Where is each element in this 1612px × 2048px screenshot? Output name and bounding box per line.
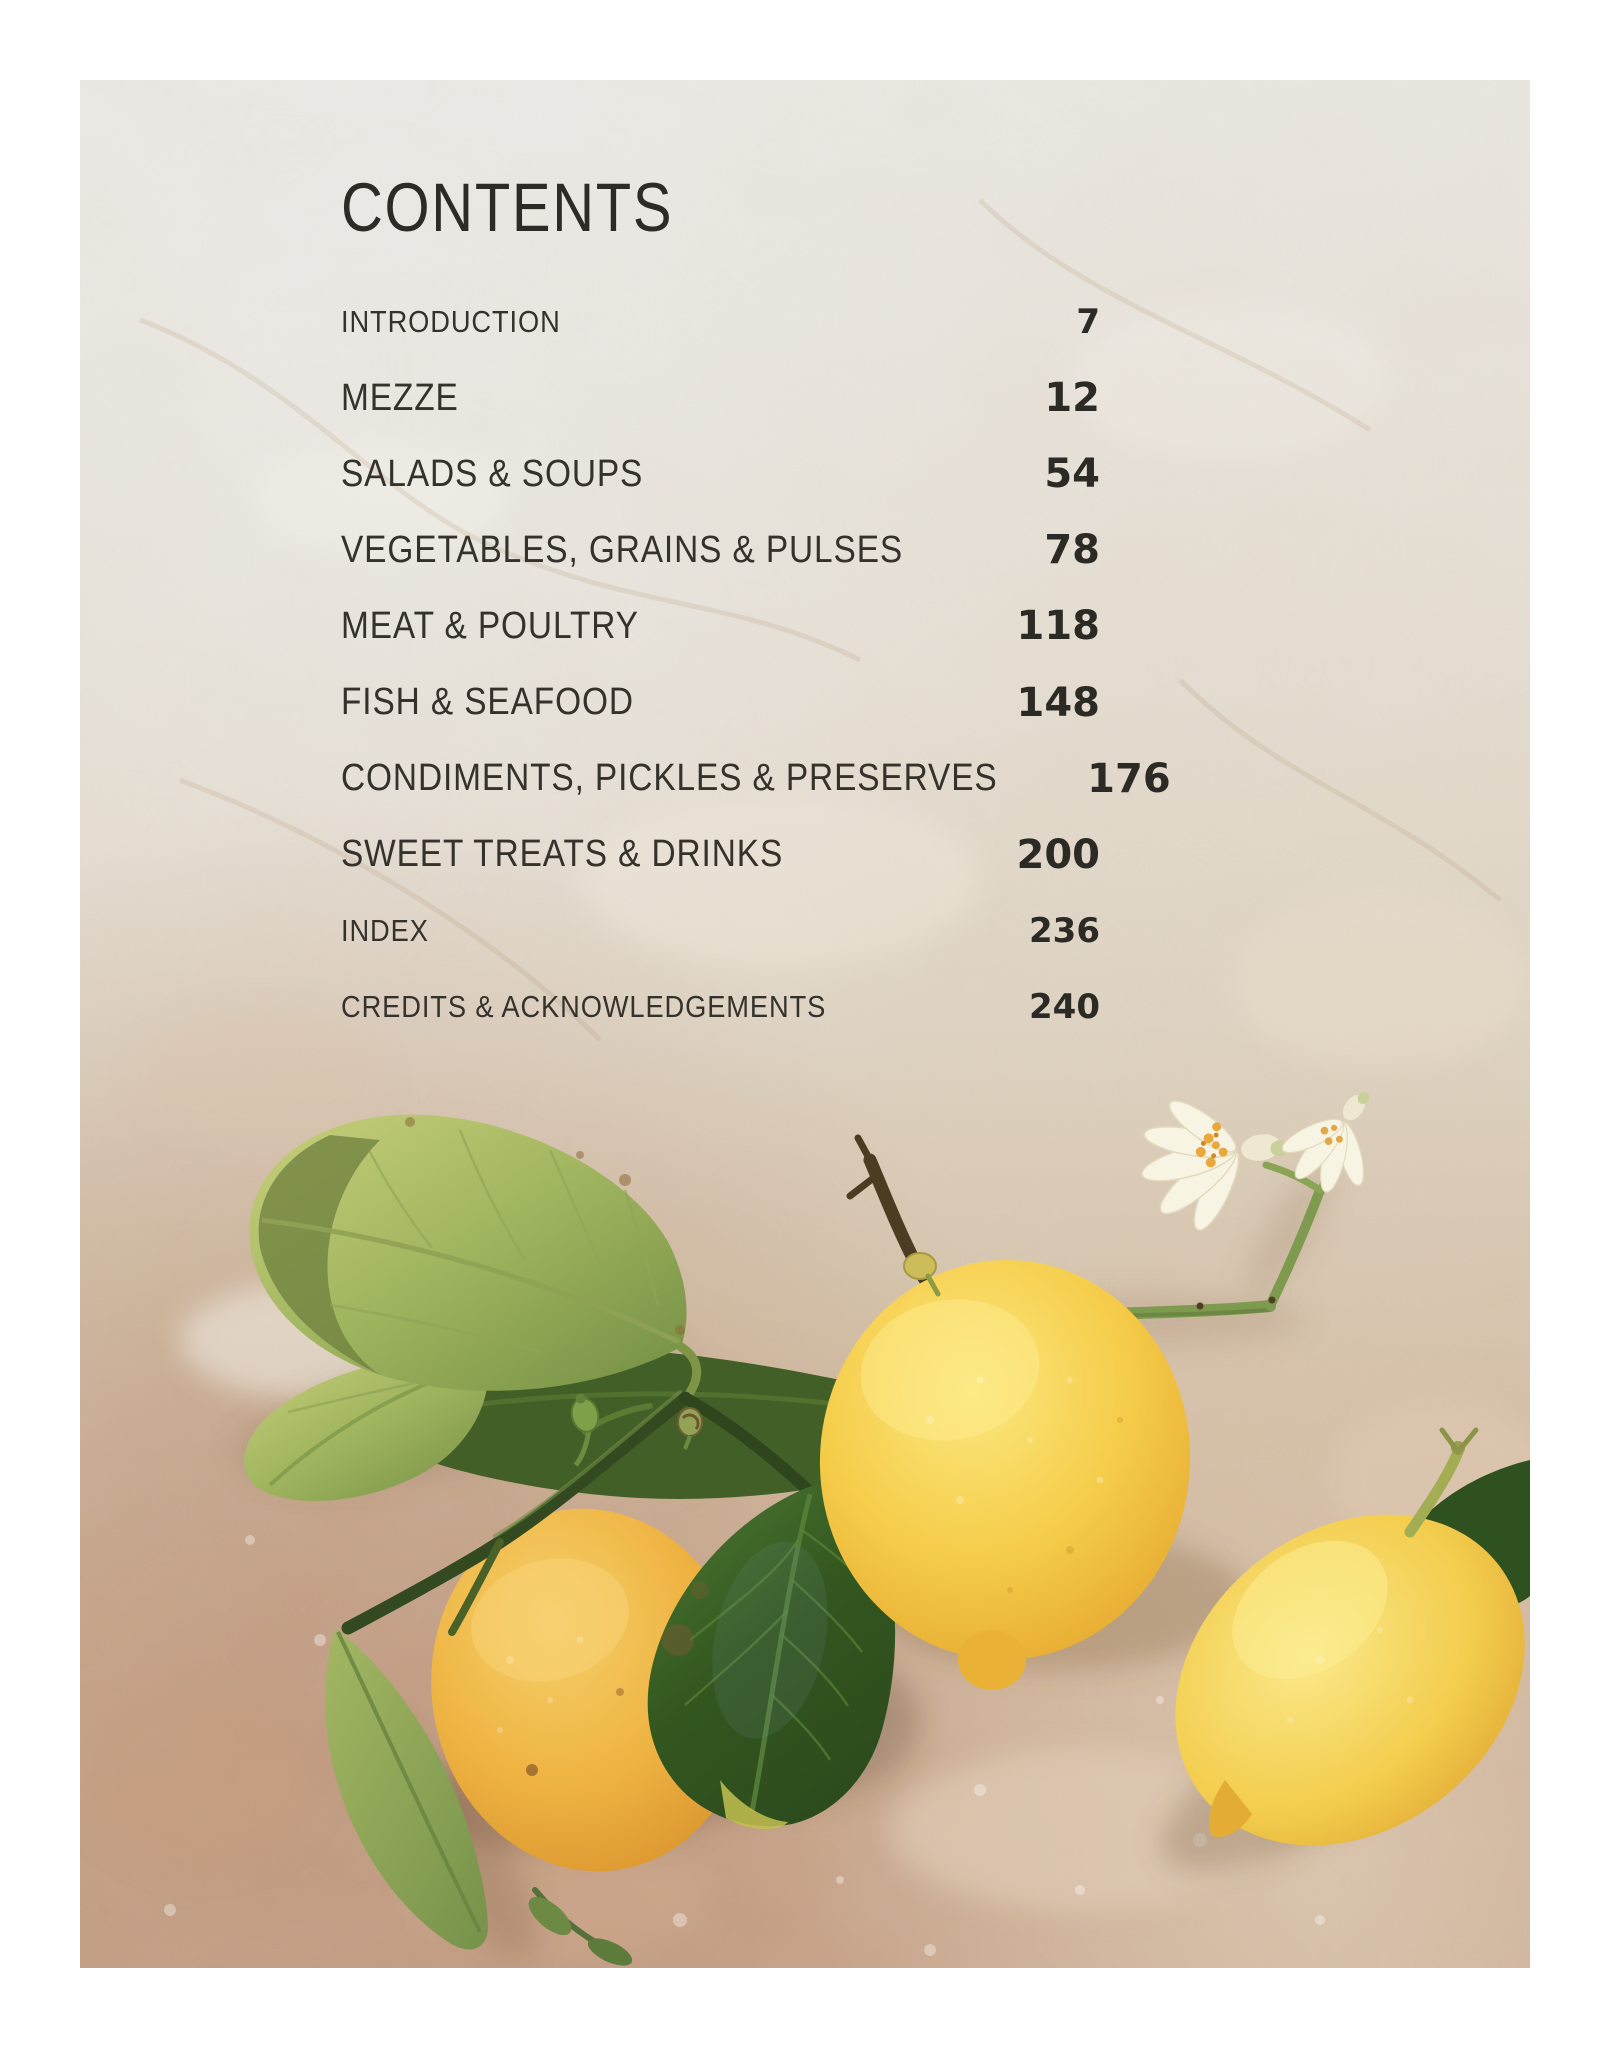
toc-entry-label: SWEET TREATS & DRINKS (341, 833, 784, 876)
toc-entry-label: CREDITS & ACKNOWLEDGEMENTS (341, 988, 827, 1024)
toc-row (341, 284, 1100, 360)
toc-row (341, 969, 1100, 1045)
toc-row (341, 664, 1100, 740)
toc-entry-page: 54 (1044, 451, 1100, 498)
toc-entry-label: VEGETABLES, GRAINS & PULSES (341, 528, 904, 571)
toc-entry-label: INTRODUCTION (341, 304, 561, 340)
table-of-contents (341, 169, 1171, 1045)
toc-entry-label: FISH & SEAFOOD (341, 681, 634, 724)
toc-entry-page: 148 (1016, 679, 1100, 726)
toc-entry-page: 176 (1087, 755, 1171, 802)
toc-entry-page: 200 (1016, 831, 1100, 878)
toc-entry-page: 118 (1016, 603, 1100, 650)
page-title: CONTENTS (341, 169, 674, 246)
lemons-photo (80, 80, 1530, 1968)
toc-entry-page: 236 (1029, 910, 1100, 951)
toc-rows (341, 284, 1171, 1045)
toc-row (341, 817, 1100, 893)
toc-entry-label: INDEX (341, 912, 429, 948)
toc-entry-page: 7 (1076, 302, 1100, 343)
toc-row (341, 741, 1171, 817)
toc-row (341, 588, 1100, 664)
toc-row (341, 893, 1100, 969)
toc-entry-page: 78 (1044, 527, 1100, 574)
toc-entry-page: 240 (1029, 986, 1100, 1027)
toc-entry-label: CONDIMENTS, PICKLES & PRESERVES (341, 757, 998, 800)
toc-row (341, 512, 1100, 588)
toc-row (341, 360, 1100, 436)
toc-entry-label: MEAT & POULTRY (341, 604, 639, 647)
toc-entry-label: SALADS & SOUPS (341, 452, 644, 495)
toc-row (341, 436, 1100, 512)
toc-entry-label: MEZZE (341, 376, 459, 419)
toc-entry-page: 12 (1044, 375, 1100, 422)
